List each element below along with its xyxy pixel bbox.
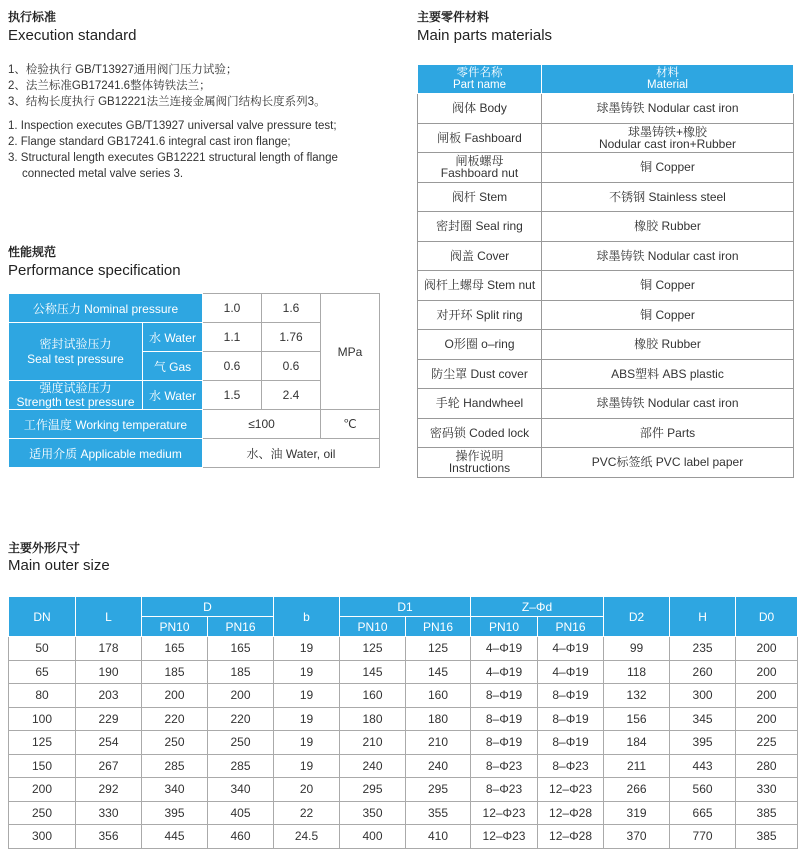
material-text: 铜 Copper bbox=[640, 160, 695, 175]
table-cell: 200 bbox=[736, 660, 798, 684]
working-temperature-value: ≤100 bbox=[203, 410, 321, 439]
header-pn10: PN10 bbox=[142, 617, 208, 637]
table-cell: 295 bbox=[406, 778, 471, 802]
table-cell: 8–Φ19 bbox=[538, 707, 604, 731]
strength-test-label bbox=[9, 381, 143, 410]
part-name-text: 闸板 Fashboard bbox=[437, 130, 522, 145]
table-row bbox=[9, 637, 798, 661]
part-name-cell bbox=[418, 389, 542, 419]
material-text: 球墨铸铁+橡胶 bbox=[627, 124, 707, 139]
table-row bbox=[9, 825, 798, 849]
table-cell: 165 bbox=[208, 637, 274, 661]
table-row bbox=[9, 778, 798, 802]
table-row bbox=[418, 123, 794, 153]
table-cell: 8–Φ23 bbox=[471, 778, 538, 802]
execution-list-cn bbox=[8, 62, 326, 110]
header-part-name-en: Part name bbox=[452, 79, 507, 91]
table-cell: 330 bbox=[736, 778, 798, 802]
material-cell bbox=[542, 448, 794, 478]
part-name-text: 阀盖 Cover bbox=[449, 248, 510, 263]
material-text: 球墨铸铁 Nodular cast iron bbox=[596, 248, 739, 263]
table-cell: 12–Φ28 bbox=[538, 825, 604, 849]
header-h: H bbox=[670, 597, 736, 637]
table-cell: 8–Φ19 bbox=[471, 684, 538, 708]
table-row bbox=[9, 410, 380, 439]
table-header-row bbox=[418, 65, 794, 94]
table-cell: 250 bbox=[208, 731, 274, 755]
strength-water-label: 水 Water bbox=[143, 381, 203, 410]
part-name-cell bbox=[418, 153, 542, 183]
parts-title-en: Main parts materials bbox=[417, 27, 553, 44]
table-cell: 4–Φ19 bbox=[538, 637, 604, 661]
header-pn16: PN16 bbox=[538, 617, 604, 637]
table-row bbox=[418, 300, 794, 330]
table-cell: 4–Φ19 bbox=[538, 660, 604, 684]
table-cell: 395 bbox=[142, 801, 208, 825]
table-cell: 400 bbox=[340, 825, 406, 849]
table-cell: 229 bbox=[76, 707, 142, 731]
applicable-medium-label: 适用介质 Applicable medium bbox=[9, 439, 203, 468]
material-cell bbox=[542, 212, 794, 242]
table-cell: 385 bbox=[736, 825, 798, 849]
material-cell bbox=[542, 418, 794, 448]
table-cell: 118 bbox=[604, 660, 670, 684]
table-cell: 292 bbox=[76, 778, 142, 802]
table-cell: 19 bbox=[274, 660, 340, 684]
part-name-text: 操作说明 bbox=[455, 449, 504, 464]
part-name-text: 阀体 Body bbox=[452, 101, 507, 116]
pressure-unit: MPa bbox=[321, 294, 380, 410]
strength-test-label-cn: 强度试验压力 bbox=[39, 381, 112, 395]
table-row bbox=[9, 731, 798, 755]
header-d1: D1 bbox=[340, 597, 471, 617]
seal-test-label-cn: 密封试验压力 bbox=[39, 336, 112, 351]
header-pn10: PN10 bbox=[340, 617, 406, 637]
material-text: 球墨铸铁 Nodular cast iron bbox=[596, 396, 739, 411]
material-text: PVC标签纸 PVC label paper bbox=[591, 455, 744, 470]
material-cell bbox=[542, 300, 794, 330]
table-row bbox=[418, 389, 794, 419]
table-cell: 99 bbox=[604, 637, 670, 661]
table-cell: 443 bbox=[670, 754, 736, 778]
table-cell: 65 bbox=[9, 660, 76, 684]
table-cell: 178 bbox=[76, 637, 142, 661]
table-cell: 203 bbox=[76, 684, 142, 708]
execution-line-en: 1. Inspection executes GB/T13927 universal valve pressure test; bbox=[8, 120, 337, 132]
table-cell: 1.1 bbox=[203, 323, 262, 352]
execution-line-en: 3. Structural length executes GB12221 structural length of flange bbox=[8, 152, 338, 164]
size-table-body bbox=[9, 637, 798, 849]
table-cell: 12–Φ23 bbox=[538, 778, 604, 802]
execution-line-cn: 3、结构长度执行 GB12221法兰连接金属阀门结构长度系列3。 bbox=[8, 96, 326, 108]
table-cell: 8–Φ19 bbox=[471, 731, 538, 755]
header-l: L bbox=[76, 597, 142, 637]
part-name-text: Instructions bbox=[448, 461, 511, 476]
parts-title-cn: 主要零件材料 bbox=[417, 10, 490, 24]
table-cell: 20 bbox=[274, 778, 340, 802]
table-row bbox=[9, 660, 798, 684]
table-cell: 2.4 bbox=[262, 381, 321, 410]
table-cell: 19 bbox=[274, 684, 340, 708]
table-row bbox=[418, 359, 794, 389]
part-name-text: O形圈 o–ring bbox=[444, 337, 515, 352]
material-text: 橡胶 Rubber bbox=[634, 219, 701, 234]
table-cell: 445 bbox=[142, 825, 208, 849]
table-cell: 200 bbox=[736, 707, 798, 731]
table-cell: 267 bbox=[76, 754, 142, 778]
part-name-cell bbox=[418, 418, 542, 448]
table-cell: 160 bbox=[406, 684, 471, 708]
table-cell: 184 bbox=[604, 731, 670, 755]
part-name-text: 密封圈 Seal ring bbox=[436, 219, 523, 234]
table-row bbox=[418, 418, 794, 448]
nominal-pressure-label: 公称压力 Nominal pressure bbox=[9, 294, 203, 323]
table-cell: 12–Φ28 bbox=[538, 801, 604, 825]
table-cell: 220 bbox=[208, 707, 274, 731]
table-cell: 4–Φ19 bbox=[471, 660, 538, 684]
header-dn: DN bbox=[9, 597, 76, 637]
table-cell: 370 bbox=[604, 825, 670, 849]
table-cell: 200 bbox=[9, 778, 76, 802]
table-cell: 260 bbox=[670, 660, 736, 684]
material-text: 铜 Copper bbox=[640, 307, 695, 322]
table-row bbox=[9, 439, 380, 468]
table-cell: 340 bbox=[142, 778, 208, 802]
table-cell: 185 bbox=[208, 660, 274, 684]
table-cell: 24.5 bbox=[274, 825, 340, 849]
table-cell: 190 bbox=[76, 660, 142, 684]
table-cell: 395 bbox=[670, 731, 736, 755]
material-cell bbox=[542, 182, 794, 212]
material-text: 球墨铸铁 Nodular cast iron bbox=[596, 101, 739, 116]
table-cell: 770 bbox=[670, 825, 736, 849]
material-cell bbox=[542, 359, 794, 389]
header-b: b bbox=[274, 597, 340, 637]
material-cell bbox=[542, 123, 794, 153]
table-cell: 340 bbox=[208, 778, 274, 802]
seal-gas-label: 气 Gas bbox=[143, 352, 203, 381]
part-name-text: 闸板螺母 bbox=[455, 154, 504, 169]
header-d: D bbox=[142, 597, 274, 617]
table-cell: 132 bbox=[604, 684, 670, 708]
table-cell: 225 bbox=[736, 731, 798, 755]
header-z-phi-d: Z–Φd bbox=[471, 597, 604, 617]
table-cell: 210 bbox=[406, 731, 471, 755]
table-cell: 12–Φ23 bbox=[471, 801, 538, 825]
table-cell: 125 bbox=[406, 637, 471, 661]
table-cell: 200 bbox=[142, 684, 208, 708]
part-name-text: 对开环 Split ring bbox=[436, 307, 523, 322]
header-part-name bbox=[418, 65, 542, 94]
execution-line-cn: 1、检验执行 GB/T13927通用阀门压力试验； bbox=[8, 64, 238, 76]
table-header-row bbox=[9, 597, 798, 617]
table-cell: 200 bbox=[736, 684, 798, 708]
table-row bbox=[9, 684, 798, 708]
part-name-text: 密码锁 Coded lock bbox=[429, 425, 530, 440]
execution-title-cn: 执行标准 bbox=[8, 10, 57, 24]
material-cell bbox=[542, 241, 794, 271]
table-cell: 1.0 bbox=[203, 294, 262, 323]
part-name-text: Fashboard nut bbox=[440, 166, 519, 181]
seal-test-label bbox=[9, 323, 143, 381]
table-cell: 19 bbox=[274, 731, 340, 755]
table-cell: 19 bbox=[274, 754, 340, 778]
table-cell: 0.6 bbox=[203, 352, 262, 381]
table-cell: 560 bbox=[670, 778, 736, 802]
table-cell: 300 bbox=[670, 684, 736, 708]
table-row bbox=[9, 707, 798, 731]
table-row bbox=[418, 448, 794, 478]
table-cell: 4–Φ19 bbox=[471, 637, 538, 661]
execution-list-en bbox=[8, 118, 338, 182]
part-name-cell bbox=[418, 241, 542, 271]
part-name-cell bbox=[418, 182, 542, 212]
table-cell: 295 bbox=[340, 778, 406, 802]
table-cell: 356 bbox=[76, 825, 142, 849]
table-cell: 211 bbox=[604, 754, 670, 778]
material-cell bbox=[542, 153, 794, 183]
table-cell: 50 bbox=[9, 637, 76, 661]
part-name-text: 防尘罩 Dust cover bbox=[431, 366, 528, 381]
table-cell: 8–Φ23 bbox=[538, 754, 604, 778]
table-row bbox=[418, 330, 794, 360]
table-row bbox=[9, 754, 798, 778]
table-cell: 405 bbox=[208, 801, 274, 825]
table-cell: 19 bbox=[274, 707, 340, 731]
table-cell: 125 bbox=[340, 637, 406, 661]
table-cell: 165 bbox=[142, 637, 208, 661]
table-cell: 240 bbox=[406, 754, 471, 778]
table-cell: 8–Φ19 bbox=[538, 731, 604, 755]
applicable-medium-value: 水、油 Water, oil bbox=[203, 439, 380, 468]
header-material-cn: 材料 bbox=[656, 67, 679, 79]
table-cell: 156 bbox=[604, 707, 670, 731]
parts-table-body bbox=[418, 94, 794, 478]
header-pn16: PN16 bbox=[208, 617, 274, 637]
table-cell: 1.76 bbox=[262, 323, 321, 352]
table-cell: 350 bbox=[340, 801, 406, 825]
table-cell: 150 bbox=[9, 754, 76, 778]
table-cell: 240 bbox=[340, 754, 406, 778]
table-cell: 0.6 bbox=[262, 352, 321, 381]
size-title-en: Main outer size bbox=[8, 557, 110, 574]
header-pn10: PN10 bbox=[471, 617, 538, 637]
header-d2: D2 bbox=[604, 597, 670, 637]
table-cell: 235 bbox=[670, 637, 736, 661]
material-cell bbox=[542, 94, 794, 124]
table-cell: 254 bbox=[76, 731, 142, 755]
table-cell: 345 bbox=[670, 707, 736, 731]
table-cell: 80 bbox=[9, 684, 76, 708]
table-row bbox=[9, 801, 798, 825]
table-cell: 355 bbox=[406, 801, 471, 825]
temperature-unit: ℃ bbox=[321, 410, 380, 439]
performance-table bbox=[8, 293, 380, 468]
table-row bbox=[9, 294, 380, 323]
table-cell: 285 bbox=[142, 754, 208, 778]
part-name-cell bbox=[418, 330, 542, 360]
table-row bbox=[418, 212, 794, 242]
part-name-cell bbox=[418, 448, 542, 478]
table-row bbox=[418, 153, 794, 183]
table-cell: 210 bbox=[340, 731, 406, 755]
table-row bbox=[418, 182, 794, 212]
material-cell bbox=[542, 389, 794, 419]
table-cell: 160 bbox=[340, 684, 406, 708]
material-text: 不锈钢 Stainless steel bbox=[609, 189, 726, 204]
performance-title-en: Performance specification bbox=[8, 262, 181, 279]
table-cell: 8–Φ19 bbox=[471, 707, 538, 731]
table-cell: 200 bbox=[736, 637, 798, 661]
table-cell: 12–Φ23 bbox=[471, 825, 538, 849]
table-cell: 19 bbox=[274, 637, 340, 661]
material-text: 部件 Parts bbox=[639, 425, 696, 440]
table-cell: 125 bbox=[9, 731, 76, 755]
header-part-name-cn: 零件名称 bbox=[456, 67, 503, 79]
table-cell: 100 bbox=[9, 707, 76, 731]
working-temperature-label: 工作温度 Working temperature bbox=[9, 410, 203, 439]
material-text: 铜 Copper bbox=[640, 278, 695, 293]
material-text: ABS塑料 ABS plastic bbox=[611, 366, 724, 381]
part-name-cell bbox=[418, 300, 542, 330]
execution-line-en: 2. Flange standard GB17241.6 integral cast iron flange; bbox=[8, 136, 291, 148]
table-cell: 145 bbox=[340, 660, 406, 684]
part-name-text: 阀杆上螺母 Stem nut bbox=[423, 278, 536, 293]
table-cell: 300 bbox=[9, 825, 76, 849]
header-material-en: Material bbox=[647, 79, 688, 91]
part-name-text: 阀杆 Stem bbox=[451, 189, 508, 204]
header-material bbox=[542, 65, 794, 94]
header-d0: D0 bbox=[736, 597, 798, 637]
execution-line-cn: 2、法兰标准GB17241.6整体铸铁法兰； bbox=[8, 80, 211, 92]
table-cell: 1.6 bbox=[262, 294, 321, 323]
material-text: 橡胶 Rubber bbox=[634, 337, 701, 352]
table-cell: 180 bbox=[406, 707, 471, 731]
table-cell: 220 bbox=[142, 707, 208, 731]
seal-water-label: 水 Water bbox=[143, 323, 203, 352]
seal-test-label-en: Seal test pressure bbox=[27, 351, 124, 366]
table-cell: 1.5 bbox=[203, 381, 262, 410]
performance-title-cn: 性能规范 bbox=[8, 245, 57, 259]
size-title-cn: 主要外形尺寸 bbox=[8, 541, 81, 555]
table-cell: 8–Φ23 bbox=[471, 754, 538, 778]
part-name-cell bbox=[418, 359, 542, 389]
table-cell: 280 bbox=[736, 754, 798, 778]
table-row bbox=[418, 241, 794, 271]
table-cell: 460 bbox=[208, 825, 274, 849]
strength-test-label-en: Strength test pressure bbox=[16, 395, 135, 409]
part-name-text: 手轮 Handwheel bbox=[435, 396, 524, 411]
part-name-cell bbox=[418, 123, 542, 153]
size-table bbox=[8, 596, 798, 849]
table-cell: 285 bbox=[208, 754, 274, 778]
table-cell: 266 bbox=[604, 778, 670, 802]
execution-line-en: connected metal valve series 3. bbox=[22, 168, 184, 180]
table-cell: 385 bbox=[736, 801, 798, 825]
table-cell: 145 bbox=[406, 660, 471, 684]
table-cell: 22 bbox=[274, 801, 340, 825]
execution-title-en: Execution standard bbox=[8, 27, 137, 44]
header-pn16: PN16 bbox=[406, 617, 471, 637]
table-cell: 250 bbox=[9, 801, 76, 825]
table-cell: 250 bbox=[142, 731, 208, 755]
parts-table bbox=[417, 64, 794, 478]
table-cell: 330 bbox=[76, 801, 142, 825]
table-row bbox=[418, 271, 794, 301]
table-cell: 200 bbox=[208, 684, 274, 708]
table-cell: 665 bbox=[670, 801, 736, 825]
table-row bbox=[418, 94, 794, 124]
part-name-cell bbox=[418, 271, 542, 301]
material-cell bbox=[542, 330, 794, 360]
table-cell: 8–Φ19 bbox=[538, 684, 604, 708]
table-cell: 185 bbox=[142, 660, 208, 684]
material-text: Nodular cast iron+Rubber bbox=[598, 136, 737, 151]
table-cell: 319 bbox=[604, 801, 670, 825]
material-cell bbox=[542, 271, 794, 301]
table-cell: 180 bbox=[340, 707, 406, 731]
part-name-cell bbox=[418, 212, 542, 242]
table-cell: 410 bbox=[406, 825, 471, 849]
part-name-cell bbox=[418, 94, 542, 124]
